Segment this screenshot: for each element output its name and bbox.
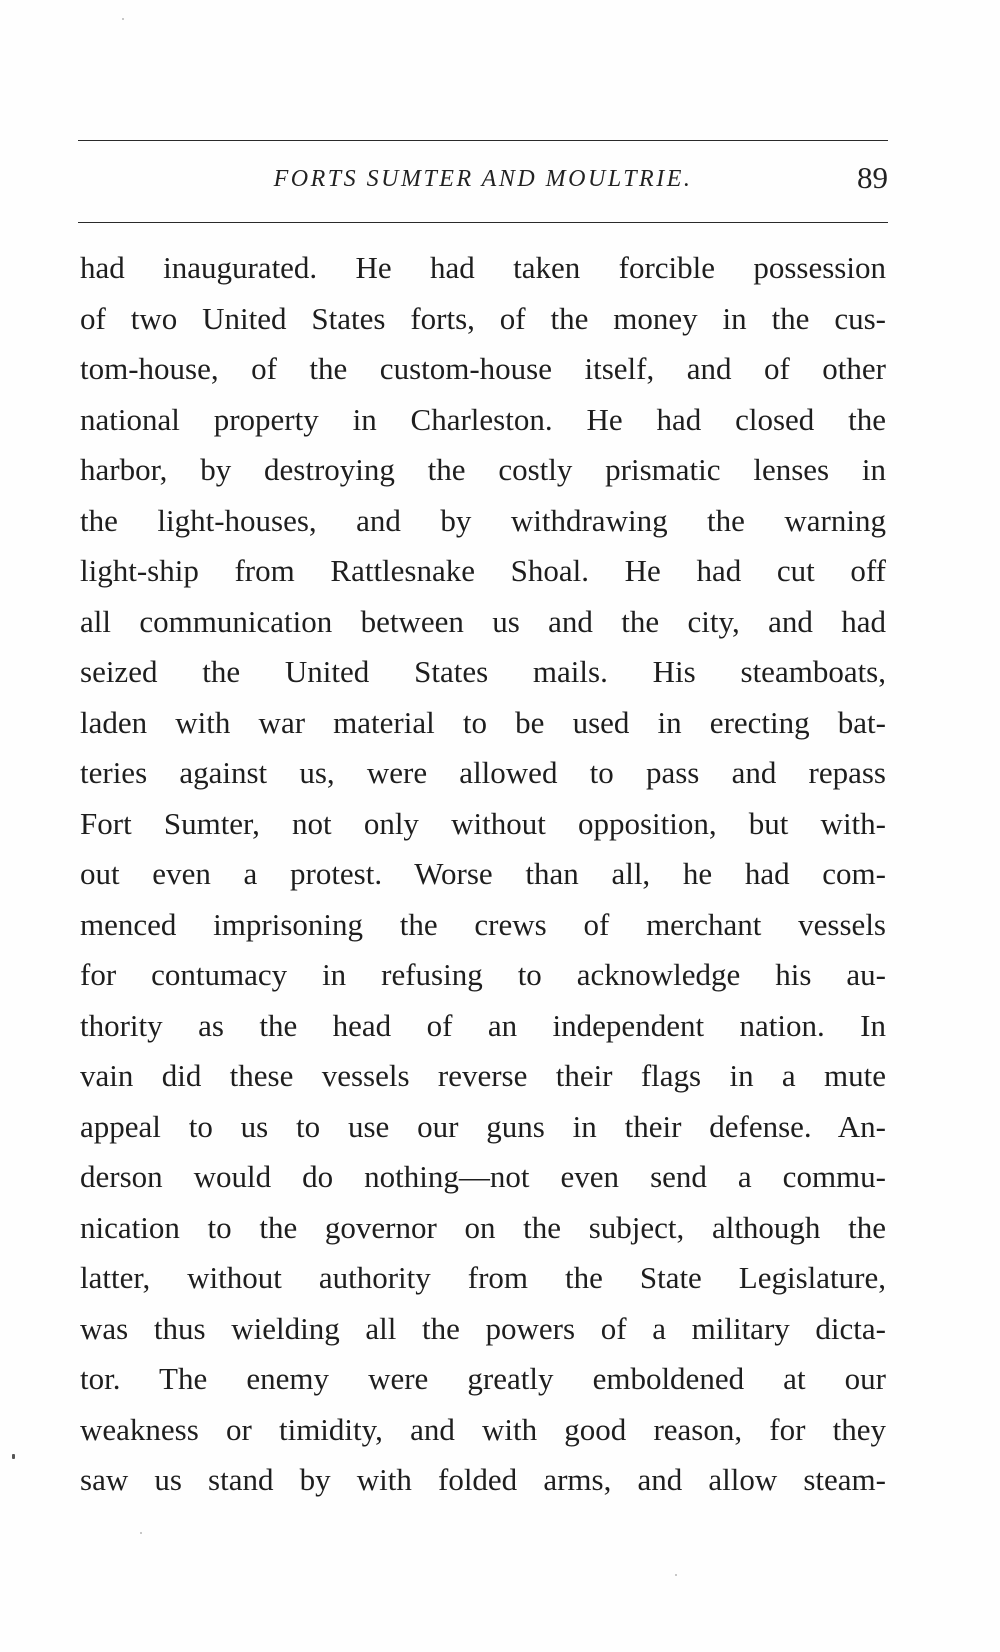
text-line: saw us stand by with folded arms, and allow steam- xyxy=(80,1462,886,1497)
text-line: of two United States forts, of the money in the cus- xyxy=(80,300,886,336)
text-line: for contumacy in refusing to acknowledge his au- xyxy=(80,957,886,992)
text-line: weakness or timidity, and with good reason, for they xyxy=(80,1411,886,1447)
text-line: laden with war material to be used in erecting bat- xyxy=(80,704,886,740)
text-line: latter, without authority from the State Legislature, xyxy=(80,1260,886,1295)
running-title: FORTS SUMTER AND MOULTRIE. xyxy=(273,166,693,192)
text-line: Fort Sumter, not only without opposition, but with- xyxy=(80,805,886,841)
text-line: all communication between us and the city, and had xyxy=(80,603,886,639)
page-number: 89 xyxy=(857,160,888,195)
text-line: nication to the governor on the subject, although the xyxy=(80,1209,886,1245)
text-line: had inaugurated. He had taken forcible possession xyxy=(80,250,886,285)
text-line: the light-houses, and by withdrawing the warning xyxy=(80,502,886,538)
text-line: light-ship from Rattlesnake Shoal. He had cut off xyxy=(80,553,886,588)
text-line: vain did these vessels reverse their flags in a mute xyxy=(80,1058,886,1093)
paper-speck xyxy=(12,1454,15,1459)
paper-speck xyxy=(140,1532,142,1534)
text-line: appeal to us to use our guns in their defense. An- xyxy=(80,1108,886,1144)
text-line: tom-house, of the custom-house itself, and of other xyxy=(80,351,886,386)
paper-speck xyxy=(122,18,124,20)
text-line: menced imprisoning the crews of merchant vessels xyxy=(80,906,886,942)
text-line: was thus wielding all the powers of a military dicta- xyxy=(80,1310,886,1346)
body-paragraph xyxy=(80,243,886,1506)
text-line: out even a protest. Worse than all, he had com- xyxy=(80,856,886,891)
text-line: national property in Charleston. He had closed the xyxy=(80,401,886,437)
text-line: tor. The enemy were greatly emboldened at our xyxy=(80,1361,886,1396)
header-bottom-rule xyxy=(78,222,888,223)
header-top-rule xyxy=(78,140,888,141)
running-head xyxy=(78,160,888,200)
paper-speck xyxy=(675,1574,677,1576)
text-line: derson would do nothing—not even send a commu- xyxy=(80,1159,886,1194)
text-line: thority as the head of an independent nation. In xyxy=(80,1007,886,1043)
text-line: harbor, by destroying the costly prismatic lenses in xyxy=(80,452,886,487)
text-line: teries against us, were allowed to pass and repass xyxy=(80,755,886,790)
text-line: seized the United States mails. His steamboats, xyxy=(80,654,886,689)
